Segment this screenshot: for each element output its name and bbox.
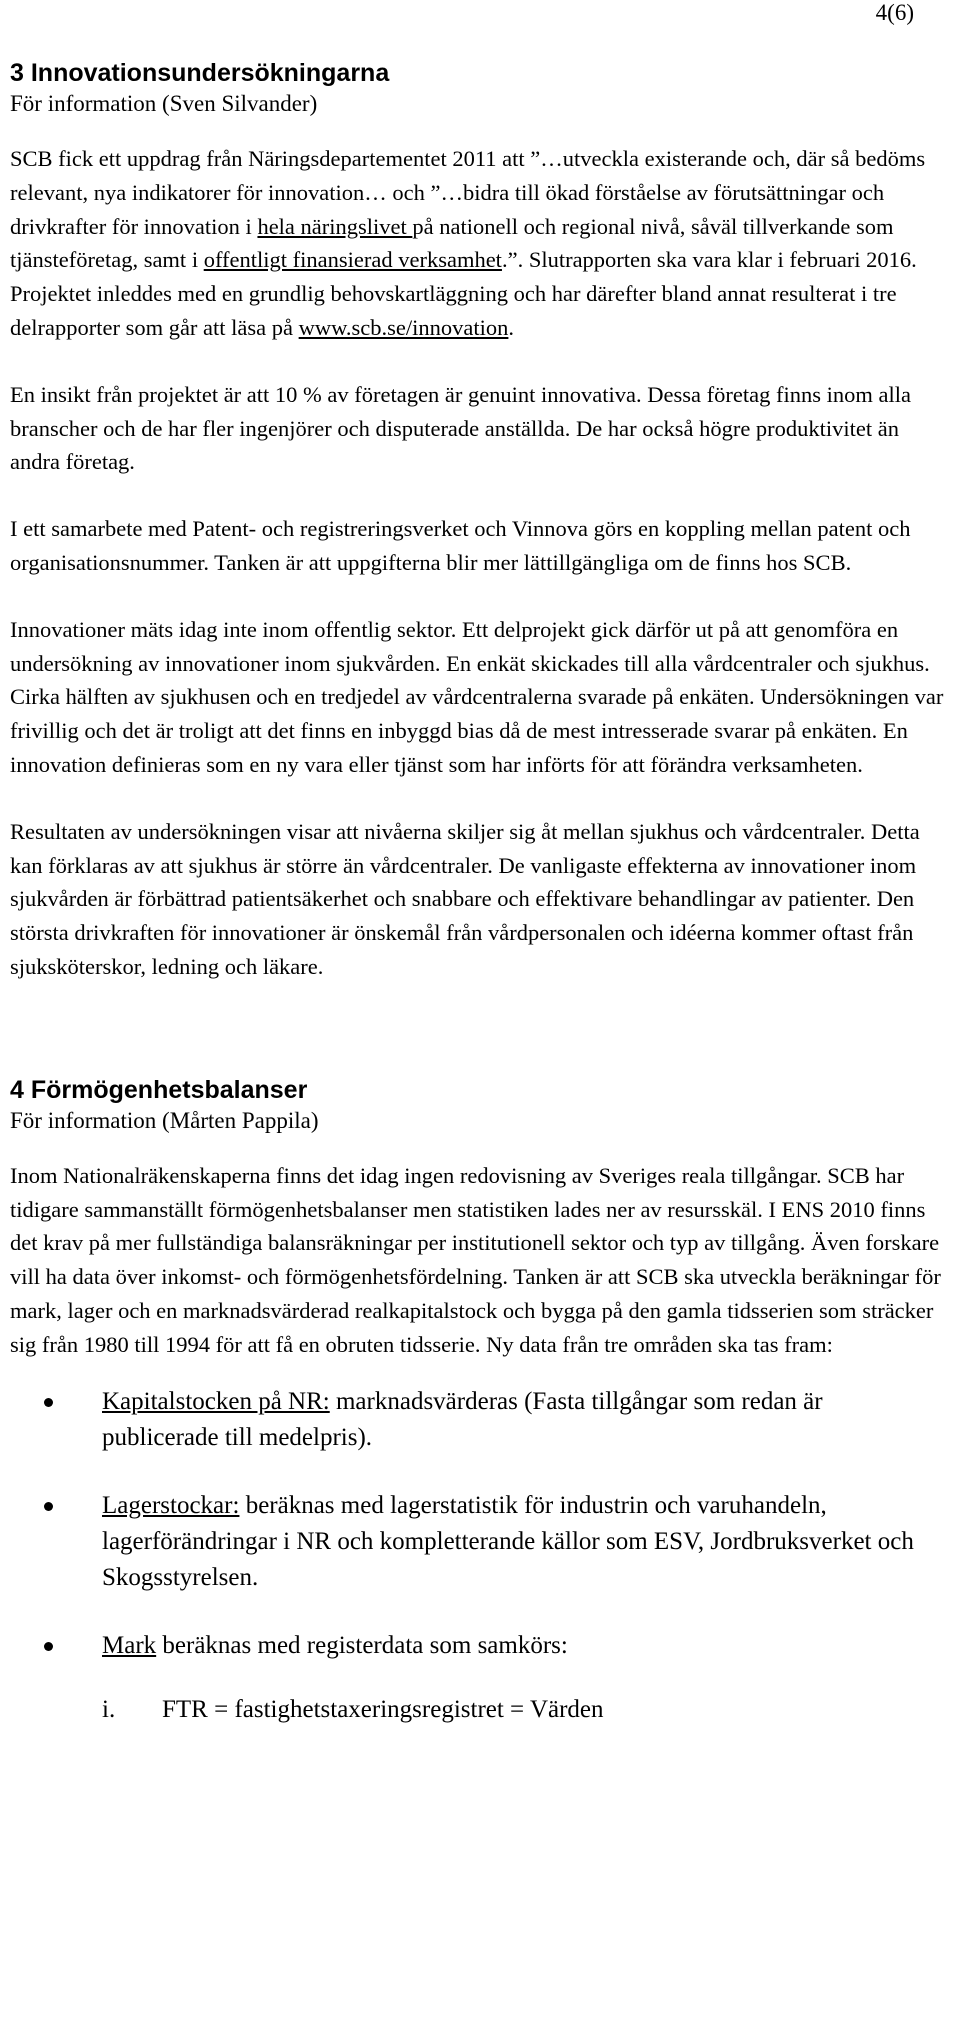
list-item-text: marknadsvärderas (Fasta tillgångar som redan är publicerade till medelpris). <box>102 1387 823 1451</box>
document-body <box>10 58 954 1760</box>
list-item <box>10 1488 942 1596</box>
list-item-term: Mark <box>102 1631 157 1659</box>
paragraph-text: .”. Slutrapporten ska vara klar i februari 2016. Projektet inleddes med en grundlig behovskartläggning och har därefter bland annat resulterat i tre delrapporter som går att läsa på <box>10 247 917 340</box>
section-3-paragraph-3: I ett samarbete med Patent- och registreringsverket och Vinnova görs en koppling mellan patent och organisationsnummer. Tanken är att uppgifterna blir mer lättillgängliga om de finns hos SCB. <box>10 516 911 575</box>
list-item <box>10 1628 942 1728</box>
sub-list-item <box>102 1692 942 1728</box>
bullet-icon <box>44 1502 53 1511</box>
section-spacer <box>10 1017 954 1075</box>
sub-list-number: i. <box>102 1695 116 1723</box>
bullet-list <box>10 1384 954 1728</box>
section-3-heading: 3 Innovationsundersökningarna <box>10 59 390 87</box>
paragraph-text: . <box>508 314 515 340</box>
list-item-term: Kapitalstocken på NR: <box>102 1387 330 1415</box>
paragraph-text: på nationell och regional nivå, såväl tillverkande som tjänsteföretag, samt i <box>10 213 894 273</box>
bullet-icon <box>44 1642 53 1651</box>
bullet-icon <box>44 1398 53 1407</box>
section-3-paragraph-1 <box>10 142 954 345</box>
page-number: 4(6) <box>875 0 914 25</box>
innovation-link[interactable]: www.scb.se/innovation <box>298 314 509 340</box>
list-item-text: beräknas med registerdata som samkörs: <box>156 1631 568 1659</box>
section-3-paragraph-5: Resultaten av undersökningen visar att nivåerna skiljer sig åt mellan sjukhus och vårdcentraler. Detta kan förklaras av att sjukhus är större än vårdcentraler. De vanligaste effekterna av innovationer inom sjukvården är förbättrad patientsäkerhet och snabbare och effektivare behandlingar av patienter. Den största drivkraften för innovationer är önskemål från vårdpersonalen och idéerna kommer oftast från sjuksköterskor, ledning och läkare. <box>10 818 920 979</box>
sub-list-text: FTR = fastighetstaxeringsregistret = Värden <box>162 1695 604 1723</box>
list-item <box>10 1384 942 1456</box>
list-item-term: Lagerstockar: <box>102 1491 240 1519</box>
section-3-info: För information (Sven Silvander) <box>10 91 318 116</box>
section-3-paragraph-4: Innovationer mäts idag inte inom offentlig sektor. Ett delprojekt gick därför ut på att genomföra en undersökning av innovationer inom sjukvården. En enkät skickades till alla vårdcentraler och sjukhus. Cirka hälften av sjukhusen och en tredjedel av vårdcentralerna svarade på enkäten. Undersökningen var frivillig och det är troligt att det finns en inbyggd bias då de mest intresserade svarar på enkäten. En innovation definieras som en ny vara eller tjänst som har införts för att förändra verksamheten. <box>10 616 944 777</box>
section-4-paragraph-1: Inom Nationalräkenskaperna finns det idag ingen redovisning av Sveriges reala tillgångar. SCB har tidigare sammanställt förmögenhetsbalanser men statistiken lades ner av resursskäl. I ENS 2010 finns det krav på mer fullständiga balansräkningar per institutionell sektor och typ av tillgång. Även forskare vill ha data över inkomst- och förmögenhetsfördelning. Tanken är att SCB ska utveckla beräkningar för mark, lager och en marknadsvärderad realkapitalstock och bygga på den gamla tidsserien som sträcker sig från 1980 till 1994 för att få en obruten tidsserie. Ny data från tre områden ska tas fram: <box>10 1162 941 1357</box>
section-4-heading: 4 Förmögenhetsbalanser <box>10 1075 308 1104</box>
paragraph-text: SCB fick ett uppdrag från Näringsdepartementet 2011 att ”…utveckla existerande och, där så bedöms relevant, nya indikatorer för innovation… och ”…bidra till ökad förståelse av förutsättningar och drivkrafter för innovation i <box>10 146 926 239</box>
section-3-paragraph-2: En insikt från projektet är att 10 % av företagen är genuint innovativa. Dessa företag finns inom alla branscher och de har fler ingenjörer och disputerade anställda. De har också högre produktivitet än andra företag. <box>10 381 911 475</box>
list-item-text: beräknas med lagerstatistik för industrin och varuhandeln, lagerförändringar i NR och kompletterande källor som ESV, Jordbruksverket och Skogsstyrelsen. <box>102 1491 914 1591</box>
underlined-term: hela näringslivet <box>257 213 413 239</box>
underlined-term: offentligt finansierad verksamhet <box>203 247 502 273</box>
sub-list <box>102 1692 942 1728</box>
section-4-info: För information (Mårten Pappila) <box>10 1107 319 1133</box>
